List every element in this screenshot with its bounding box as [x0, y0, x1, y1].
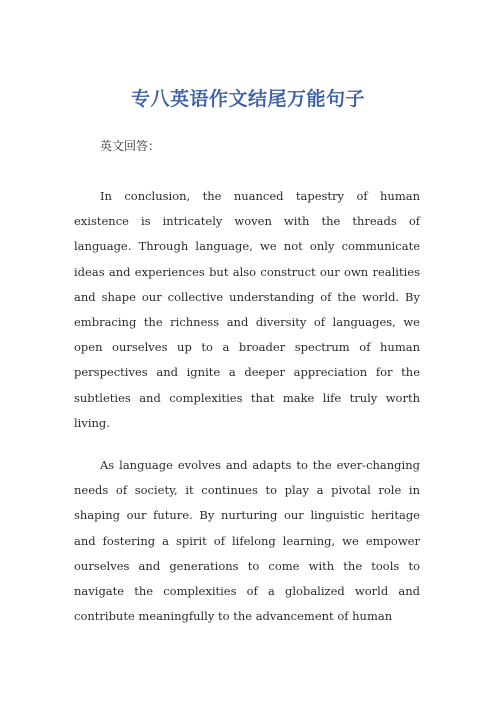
paragraph-1: In conclusion, the nuanced tapestry of human existence is intricately woven with the threads of language. Through language, we not only communicate ideas and experiences but also construct our own realities and shape our collective understanding of the world. By embracing the richness and diversity of languages, we open ourselves up to a broader spectrum of human perspectives and ignite a deeper appreciation for the subtleties and complexities that make life truly worth living. — [74, 189, 420, 430]
section-heading: 英文回答： — [100, 139, 161, 153]
document-title: 专八英语作文结尾万能句子 — [130, 88, 365, 110]
paragraph-2: As language evolves and adapts to the ever-changing needs of society, it continues to play a pivotal role in shaping our future. By nurturing our linguistic heritage and fostering a spirit of lifelong learning, we empower ourselves and generations to come with the tools to navigate the complexities of a globalized world and contribute meaningfully to the advancement of human — [74, 458, 420, 624]
